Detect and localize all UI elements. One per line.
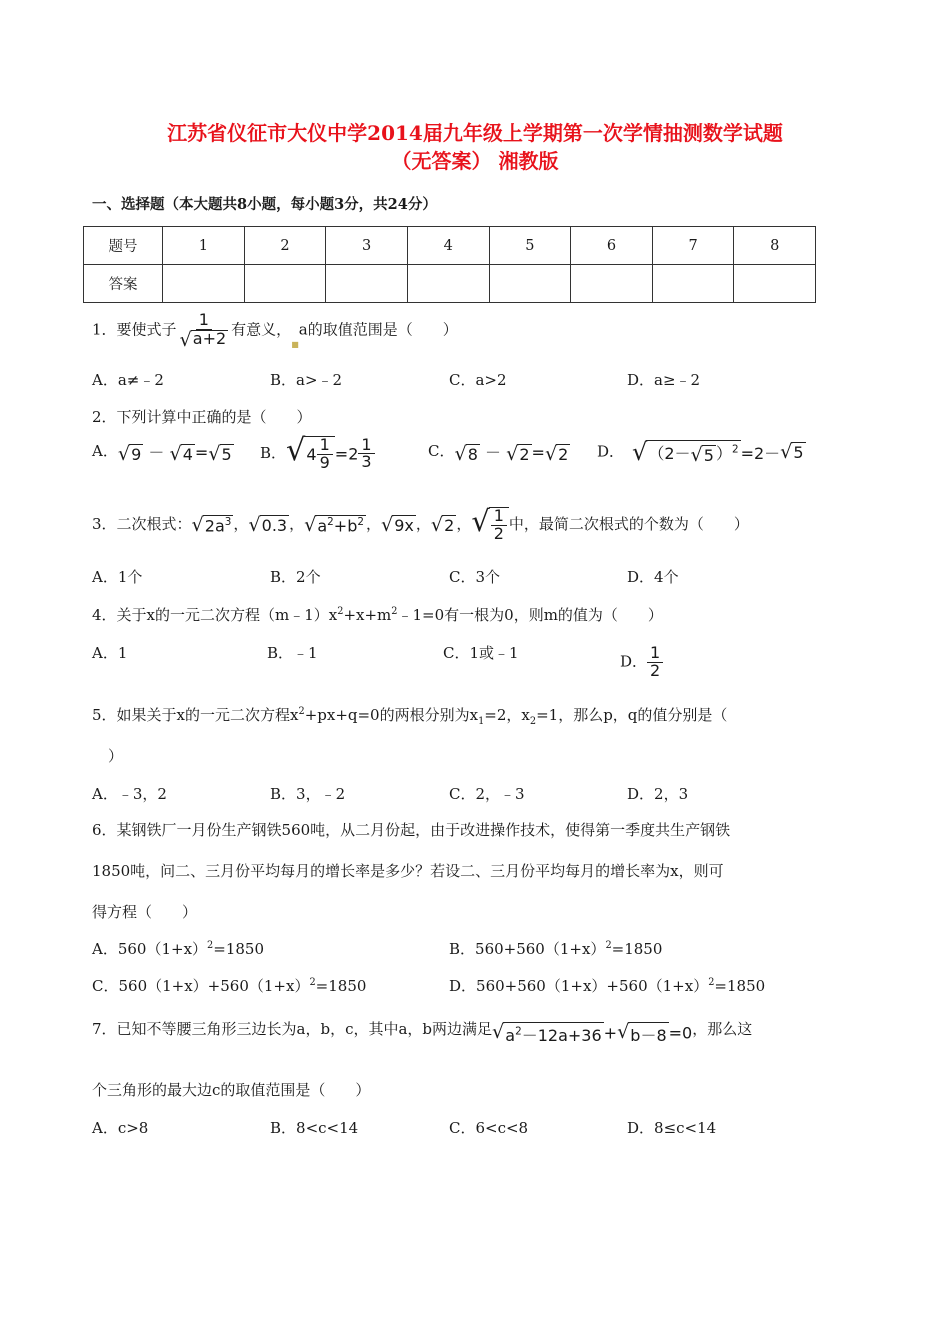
table-cell-number: 5 — [489, 227, 571, 265]
answer-cell[interactable] — [652, 265, 734, 303]
q2-b-frac2 — [358, 434, 374, 472]
q7-plus: + — [603, 1023, 618, 1043]
q5-sub1: 1 — [478, 716, 485, 727]
q4-sup2: 2 — [391, 606, 398, 617]
table-cell-number: 8 — [734, 227, 816, 265]
table-row — [84, 227, 816, 265]
question-7-line2: 个三角形的最大边c的取值范围是（ ） — [92, 1081, 371, 1099]
q2-c-eq: = — [531, 443, 545, 463]
q4-text3: ﹣1=0有一根为0，则m的值为（ ） — [397, 606, 663, 624]
q2-a-rad1: 9 — [131, 444, 142, 464]
q6-option-c — [92, 975, 366, 996]
q6-a-sup: 2 — [207, 940, 214, 951]
q2-c-math: √ 8 － √ 2 = √ 2 — [454, 441, 569, 465]
q2-a-math: √ 9 － √ 4 = √ 5 — [117, 441, 232, 465]
q4-option-b: B．﹣1 — [267, 644, 318, 662]
q2-a-rad3: 5 — [221, 444, 232, 464]
q1-text-before: 1．要使式子 — [92, 320, 177, 339]
q7-option-d: D．8≤c<14 — [627, 1119, 717, 1137]
q7-text1: 7．已知不等腰三角形三边长为a，b，c，其中a，b两边满足 — [92, 1020, 493, 1038]
q3-radical-4: √ 9x — [380, 512, 414, 536]
q6-a-text: A．560（1+x） — [92, 940, 208, 958]
q2-option-d — [597, 440, 806, 465]
question-6-line3: 得方程（ ） — [92, 903, 198, 921]
q3-option-b: B．2个 — [270, 568, 321, 586]
table-cell-number: 2 — [244, 227, 326, 265]
q6-a-end: =1850 — [213, 940, 265, 958]
q3-comma: ， — [415, 514, 431, 533]
q6-option-a — [92, 938, 264, 959]
q7-rad1a: a — [505, 1026, 516, 1045]
q4-d-num: 1 — [647, 645, 663, 663]
q3-r3-exp2: 2 — [357, 515, 364, 528]
q3-option-a: A．1个 — [92, 568, 143, 586]
q1-text-after2: a的取值范围是（ ） — [298, 320, 458, 339]
q1-frac-num: 1 — [196, 312, 212, 330]
q6-d-sup: 2 — [708, 977, 715, 988]
q3-radical-2: √ 0.3 — [248, 512, 288, 536]
q4-d-fraction — [647, 645, 663, 680]
q3-r3-exp: 2 — [327, 515, 334, 528]
q1-frac-den: √ a+2 — [179, 327, 227, 351]
q3-comma: ， — [365, 514, 381, 533]
answer-cell[interactable] — [571, 265, 653, 303]
q2-option-a — [92, 440, 234, 464]
q2-b-eq: =2 — [334, 444, 359, 464]
q4-text1: 4．关于x的一元二次方程（m﹣1）x — [92, 606, 338, 624]
document-title-line1: 江苏省仪征市大仪中学2014届九年级上学期第一次学情抽测数学试题 — [167, 121, 783, 145]
q3-r4: 9x — [394, 515, 414, 535]
q5-sub2: 2 — [529, 716, 537, 727]
q3-r3-mid: +b — [333, 515, 358, 535]
q2-a-op: － — [148, 443, 165, 463]
q2-b-whole: 4 — [306, 444, 317, 464]
question-5 — [92, 704, 727, 727]
answer-cell[interactable] — [407, 265, 489, 303]
answer-cell[interactable] — [734, 265, 816, 303]
q3-comma: ， — [289, 514, 305, 533]
q7-eq: =0 — [668, 1023, 693, 1043]
q3-radical-3: √ $a^2+b^2$ — [304, 512, 364, 536]
q2-c-label: C． — [428, 442, 455, 460]
q2-c-rad1: 8 — [467, 444, 478, 464]
table-cell-number: 6 — [571, 227, 653, 265]
q4-option-a: A．1 — [92, 644, 128, 662]
q2-d-inner-rad: 5 — [703, 445, 714, 465]
q2-b-num2: 1 — [358, 437, 374, 455]
q3-r2: 0.3 — [261, 515, 288, 535]
q7-option-a: A．c>8 — [92, 1119, 149, 1137]
q5-option-b: B．3，﹣2 — [270, 785, 346, 803]
q1-option-c: C．a>2 — [449, 371, 507, 389]
q3-radical-1: √ $2a^3$ — [191, 512, 232, 536]
table-cell-number: 4 — [407, 227, 489, 265]
q2-d-inner-end: ） — [715, 444, 732, 463]
q2-d-label: D． — [597, 442, 625, 461]
q3-r1-exp: 3 — [224, 515, 232, 528]
q3-r1: 2a — [204, 515, 225, 535]
q5-text1: 5．如果关于x的一元二次方程x — [92, 706, 299, 724]
q7-rad1b: －12a+36 — [521, 1026, 602, 1045]
q2-d-rhs: =2－ — [740, 443, 781, 463]
q7-option-b: B．8<c<14 — [270, 1119, 359, 1137]
q2-b-den: 9 — [319, 452, 330, 472]
q5-option-a: A．﹣3，2 — [92, 785, 167, 803]
stray-dot-icon: ■ — [291, 340, 299, 349]
q5-sup: 2 — [298, 706, 305, 717]
q6-d-end: =1850 — [714, 977, 766, 995]
question-7 — [92, 1014, 752, 1046]
q6-b-end: =1850 — [611, 940, 663, 958]
table-row — [84, 265, 816, 303]
q7-rad2: b－8 — [628, 1022, 668, 1046]
q2-d-rhs-math: √ 5 — [780, 440, 804, 464]
question-6-line1: 6．某钢铁厂一月份生产钢铁560吨，从二月份起，由于改进操作技术，使得第一季度共生产钢铁 — [92, 821, 731, 839]
q3-suffix: 中，最简二次根式的个数为（ ） — [508, 514, 749, 533]
q3-option-d: D．4个 — [627, 568, 679, 586]
q3-option-c: C．3个 — [449, 568, 501, 586]
question-4 — [92, 604, 663, 625]
q3-comma: ， — [456, 514, 472, 533]
q2-a-eq: = — [194, 443, 209, 463]
q3-radical-5: √ 2 — [430, 512, 455, 536]
table-cell-number: 3 — [326, 227, 408, 265]
table-cell-label: 答案 — [84, 265, 163, 303]
q1-option-b: B．a>﹣2 — [270, 371, 343, 389]
answer-table — [83, 226, 816, 303]
q6-b-text: B．560+560（1+x） — [449, 940, 606, 958]
question-6-line2: 1850吨，问二、三月份平均每月的增长率是多少？若设二、三月份平均每月的增长率为x，则可 — [92, 862, 724, 880]
q5-text3: =2，x — [484, 706, 530, 724]
q4-option-c: C．1或﹣1 — [443, 644, 519, 662]
q6-option-b — [449, 938, 662, 959]
q3-prefix: 3．二次根式： — [92, 514, 192, 533]
q3-r6-den: 2 — [493, 523, 504, 543]
question-2: 2．下列计算中正确的是（ ） — [92, 408, 312, 426]
q1-option-d: D．a≥﹣2 — [627, 371, 701, 389]
answer-cell[interactable] — [244, 265, 326, 303]
q2-option-b — [260, 433, 375, 472]
q6-c-sup: 2 — [309, 977, 316, 988]
q1-text-after: 有意义， — [231, 320, 292, 339]
q3-r6-num: 1 — [491, 508, 507, 526]
question-3 — [92, 504, 749, 543]
q3-r5: 2 — [444, 515, 455, 535]
q6-d-text: D．560+560（1+x）+560（1+x） — [449, 977, 709, 995]
q5-option-d: D．2，3 — [627, 785, 689, 803]
q4-d-label: D． — [620, 652, 648, 671]
q2-b-num: 1 — [317, 437, 333, 455]
q2-b-math: √ 4 $\frac{1}{9}$ — [286, 436, 335, 472]
q7-text2: ，那么这 — [692, 1020, 753, 1038]
table-cell-number: 1 — [163, 227, 245, 265]
document-title-line2: （无答案） 湘教版 — [391, 149, 559, 173]
q3-comma: ， — [233, 514, 249, 533]
q2-b-label: B． — [260, 443, 287, 462]
q3-radical-6: √ $\frac{1}{2}$ — [471, 507, 509, 543]
q2-d-inner: （2－ — [648, 444, 691, 463]
q1-option-a: A．a≠﹣2 — [92, 371, 164, 389]
q4-sup1: 2 — [337, 606, 344, 617]
q7-option-c: C．6<c<8 — [449, 1119, 529, 1137]
q2-b-den2: 3 — [361, 452, 372, 472]
q2-c-rad3: 2 — [558, 444, 569, 464]
answer-cell[interactable] — [489, 265, 571, 303]
q1-fraction — [177, 312, 232, 349]
q2-c-rad2: 2 — [519, 444, 530, 464]
section-heading: 一、选择题（本大题共8小题，每小题3分，共24分） — [92, 196, 437, 213]
q5-option-c: C．2，﹣3 — [449, 785, 525, 803]
q4-text2: +x+m — [343, 606, 392, 624]
q2-c-op: － — [485, 443, 502, 463]
q2-d-rhs-rad: 5 — [793, 443, 804, 463]
q5-text4: =1，那么p，q的值分别是（ — [536, 706, 728, 724]
question-1 — [92, 312, 458, 349]
q3-r3: a — [317, 515, 328, 535]
q2-d-exp: 2 — [731, 443, 739, 456]
q4-d-den: 2 — [650, 660, 661, 680]
table-cell-label: 题号 — [84, 227, 163, 265]
q6-c-text: C．560（1+x）+560（1+x） — [92, 977, 310, 995]
q2-d-math: √ （2－ √ 5 ）$^2$ — [632, 438, 739, 466]
q6-c-end: =1850 — [315, 977, 367, 995]
q7-rad1exp: 2 — [515, 1025, 522, 1038]
q2-option-c — [428, 440, 570, 464]
answer-cell[interactable] — [326, 265, 408, 303]
q5-text2: +px+q=0的两根分别为x — [304, 706, 479, 724]
table-cell-number: 7 — [652, 227, 734, 265]
q6-b-sup: 2 — [605, 940, 612, 951]
q2-a-label: A． — [92, 442, 118, 460]
q2-a-rad2: 4 — [182, 444, 193, 464]
q6-option-d — [449, 975, 765, 996]
answer-cell[interactable] — [163, 265, 245, 303]
q7-equation: √ $a^2-12a+36$ + √ b－8 =0 — [492, 1020, 693, 1045]
q1-radicand: a+2 — [192, 328, 227, 348]
q4-option-d — [620, 645, 663, 680]
q5-line2: ） — [108, 747, 124, 765]
